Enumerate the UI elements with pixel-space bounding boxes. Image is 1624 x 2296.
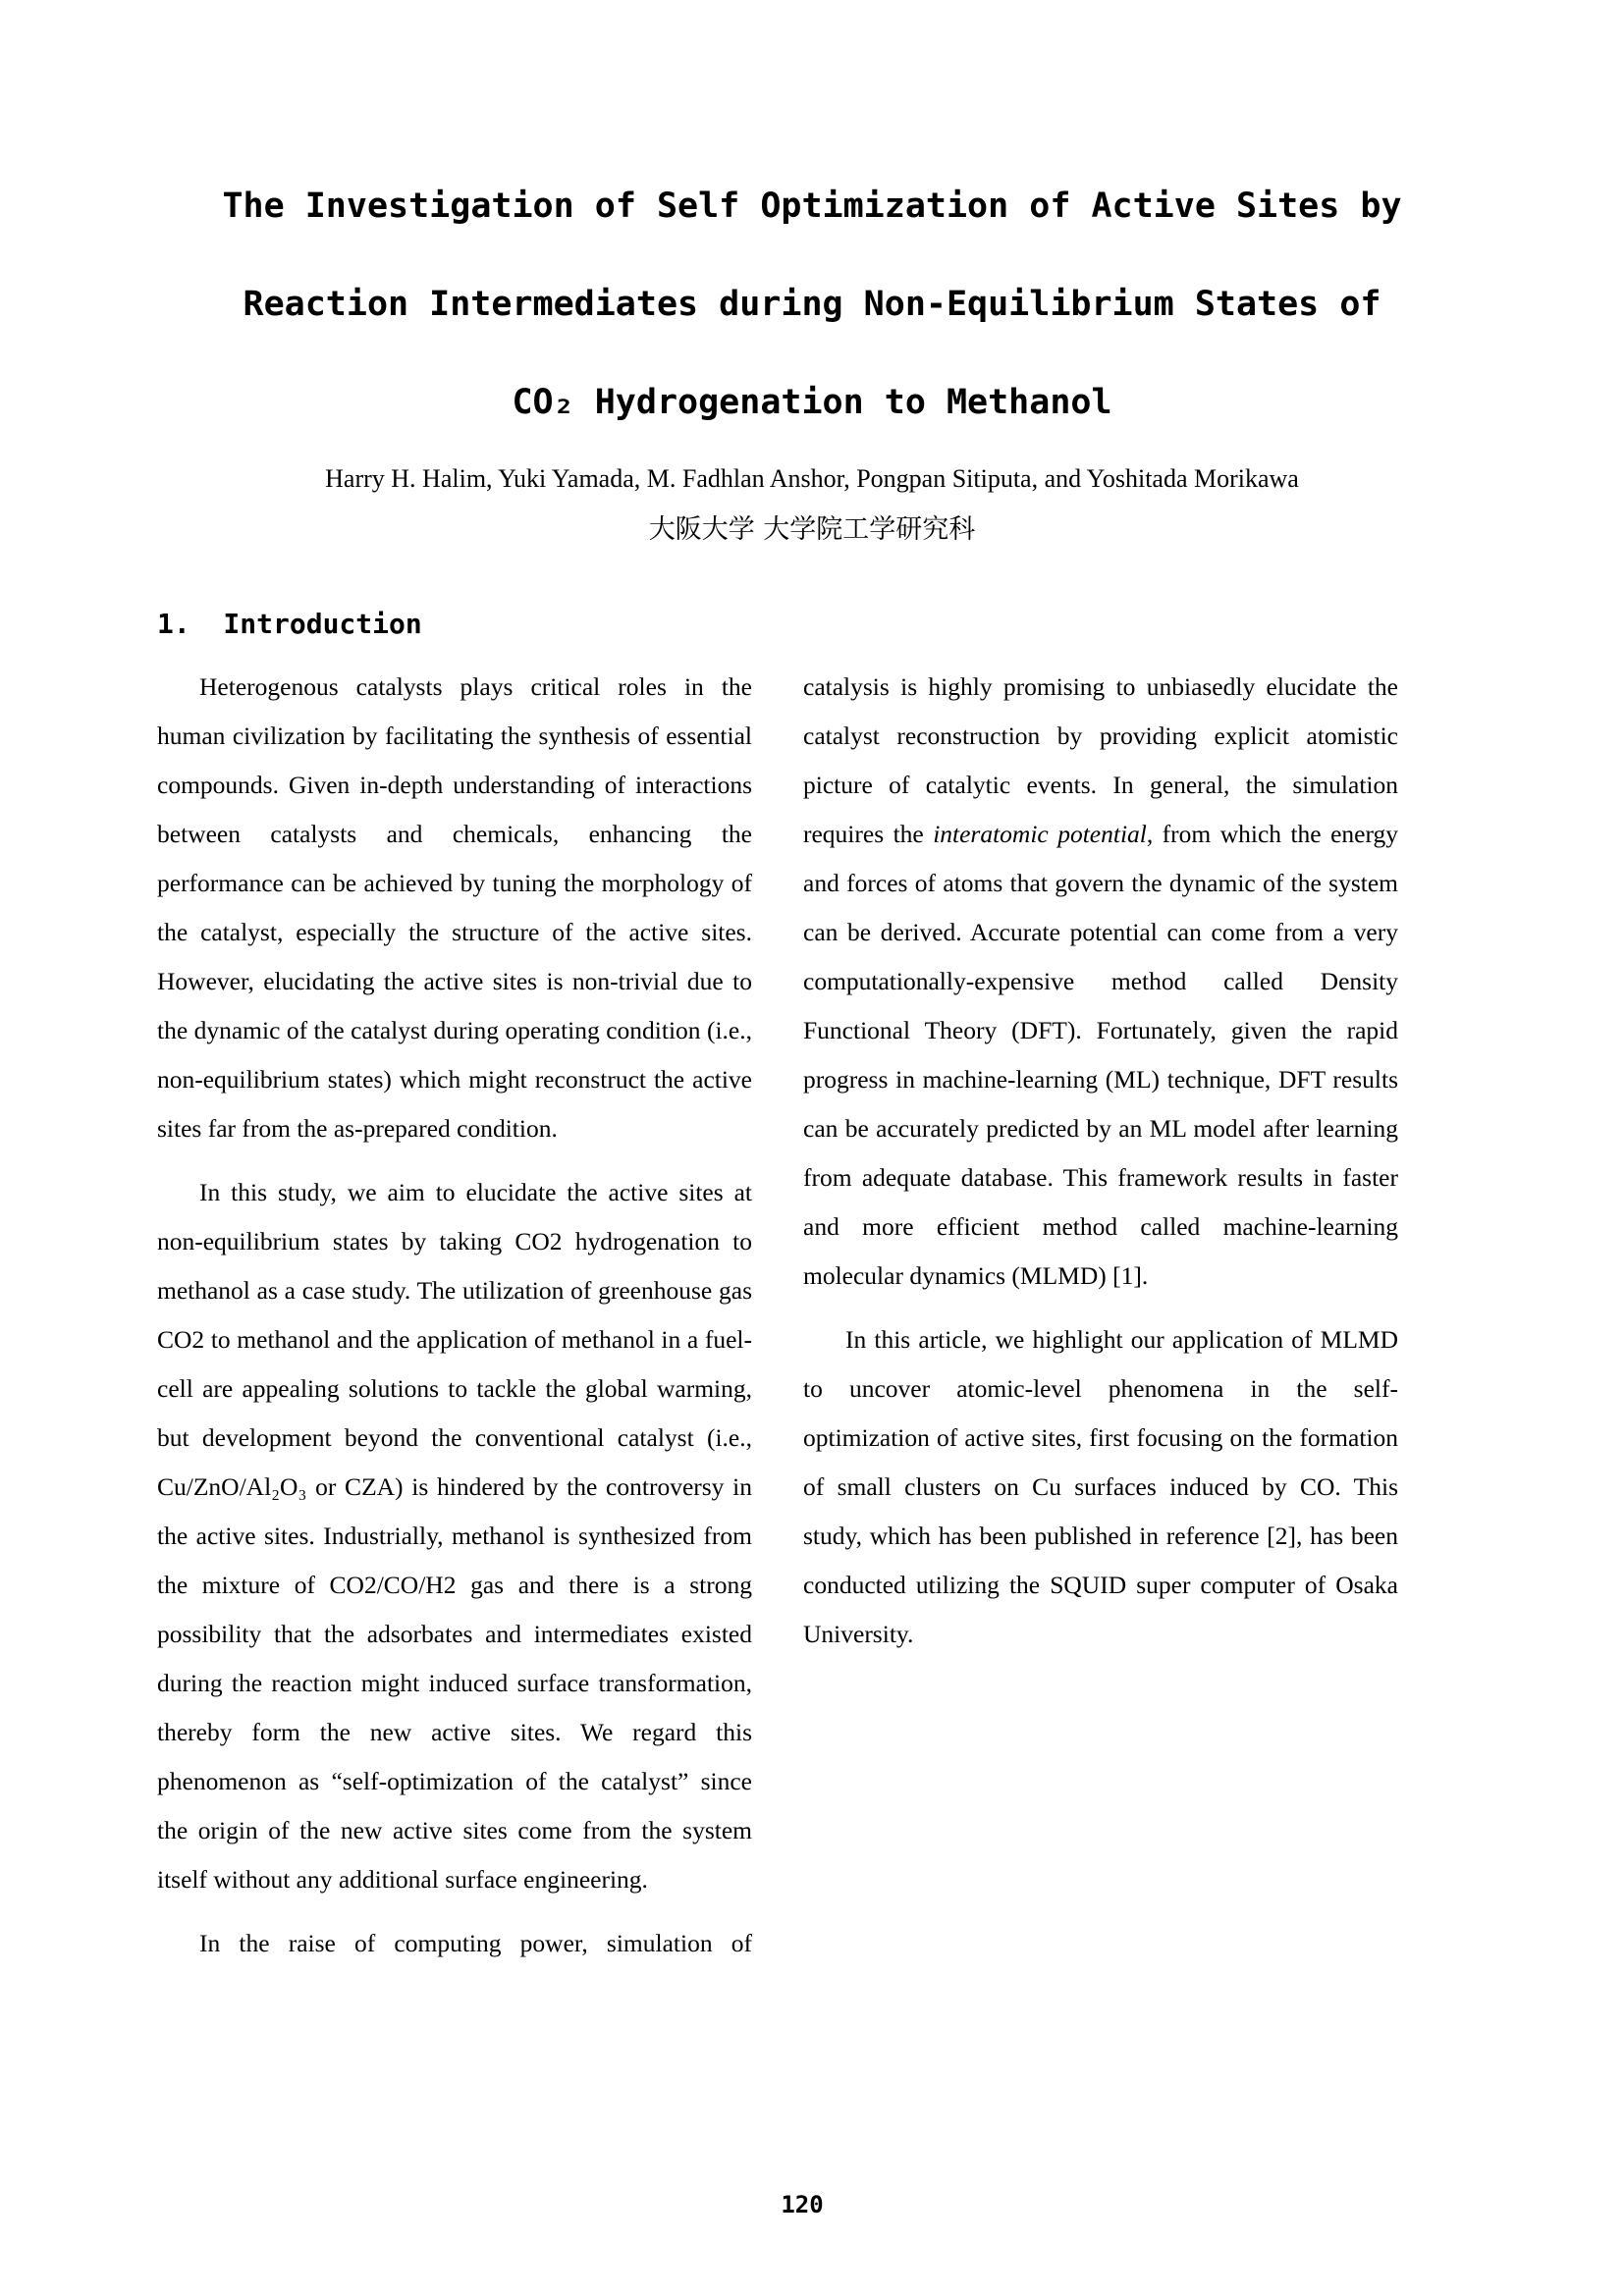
paper-title-line-2: Reaction Intermediates during Non-Equilibrium States of: [243, 285, 1381, 324]
affiliation-line: 大阪大学 大学院工学研究科: [648, 514, 976, 545]
interatomic-potential-italic: interatomic potential: [933, 820, 1147, 848]
right-column: [803, 605, 1398, 1968]
paper-header: [0, 0, 1624, 548]
paper-title-line-3: CO₂ Hydrogenation to Methanol: [512, 383, 1112, 422]
intro-paragraph-3: In the raise of computing power, simulation of: [199, 1929, 752, 1957]
intro-paragraph-2: In this study, we aim to elucidate the active sites at non-equilibrium states by taking CO2 hydrogenation to methanol as a case study. The utilization of greenhouse gas CO2 to methanol and the application of methanol in a fuel-cell are appealing solutions to tackle the global warming, but development beyond the conventional catalyst (i.e., Cu/ZnO/Al₂O₃ or CZA) is hindered by the controversy in the active sites. Industrially, methanol is synthesized from the mixture of CO2/CO/H2 gas and there is a strong possibility that the adsorbates and intermediates existed during the reaction might induced surface transformation, thereby form the new active sites. We regard this phenomenon as “self-optimization of the catalyst” since the origin of the new active sites come from the system itself without any additional surface engineering.: [157, 1178, 752, 1894]
paper-title-line-1: The Investigation of Self Optimization of Active Sites by: [222, 187, 1402, 226]
authors-line: Harry H. Halim, Yuki Yamada, M. Fadhlan Anshor, Pongpan Sitiputa, and Yoshitada Morikawa: [325, 464, 1299, 493]
intro-paragraph-4: [803, 663, 1398, 1301]
section-heading-introduction: 1. Introduction: [157, 608, 422, 640]
intro-paragraph-5: In this article, we highlight our application of MLMD to uncover atomic-level phenomena in the self-optimization of active sites, first focusing on the formation of small clusters on Cu surfaces induced by CO. This study, which has been published in reference [2], has been conducted utilizing the SQUID super computer of Osaka University.: [803, 1325, 1398, 1648]
left-column: [157, 605, 752, 1968]
intro-paragraph-4-text-cont: , from which the energy and forces of atoms that govern the dynamic of the system can be derived. Accurate potential can come from a very computationally-expensive method called Density Functional Theory (DFT). Fortunately, given the rapid progress in machine-learning (ML) technique, DFT results can be accurately predicted by an ML model after learning from adequate database. This framework results in faster and more efficient method called machine-learning molecular dynamics (MLMD) [1].: [803, 820, 1398, 1290]
two-column-layout: [157, 605, 1398, 1968]
page-number: 120: [781, 2191, 824, 2218]
intro-paragraph-1: Heterogenous catalysts plays critical roles in the human civilization by facilitating the synthesis of essential compounds. Given in-depth understanding of interactions between catalysts and chemicals, enhancing the performance can be achieved by tuning the morphology of the catalyst, especially the structure of the active sites. However, elucidating the active sites is non-trivial due to the dynamic of the catalyst during operating condition (i.e., non-equilibrium states) which might reconstruct the active sites far from the as-prepared condition.: [157, 672, 752, 1143]
intro-paragraph-4-text: catalysis is highly promising to unbiasedly elucidate the catalyst reconstruction by providing explicit atomistic picture of catalytic events. In general, the simulation requires the: [803, 672, 1398, 848]
